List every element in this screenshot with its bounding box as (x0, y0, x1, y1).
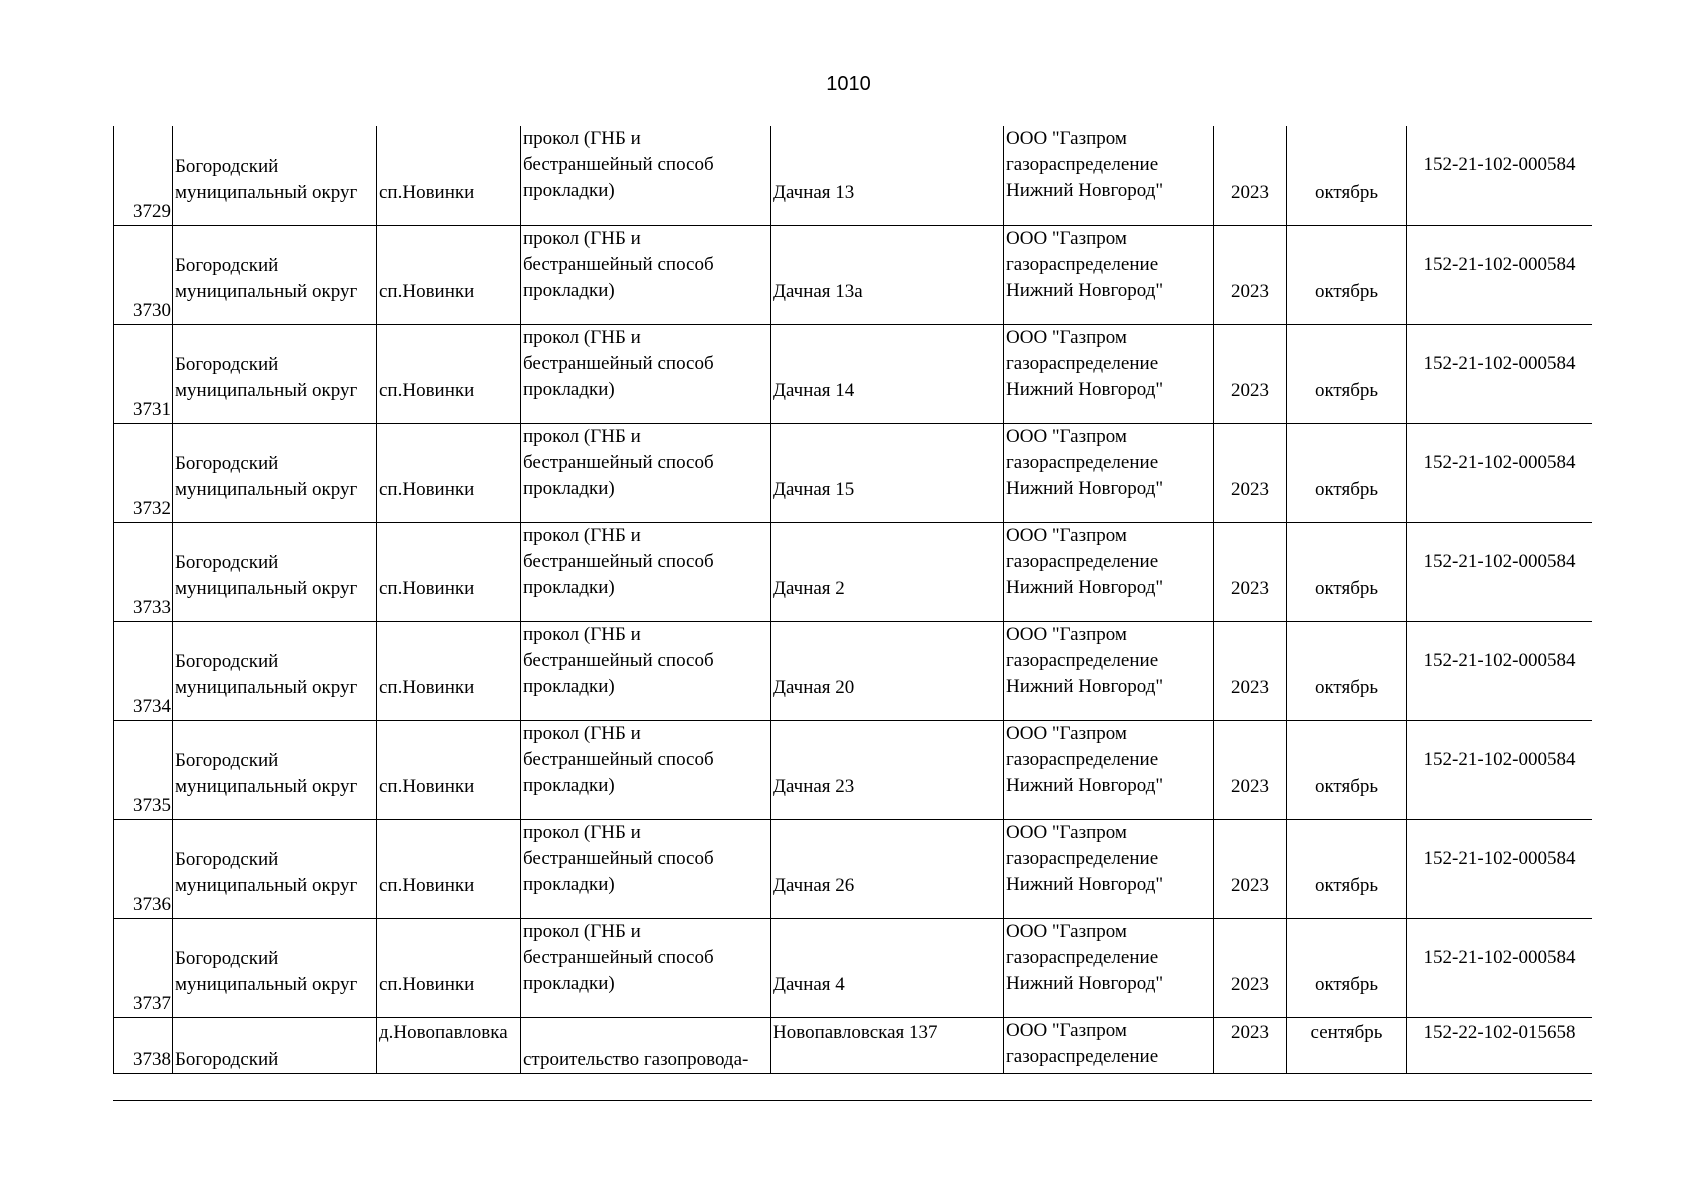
organization-line-1: ООО "Газпром (1006, 623, 1127, 645)
locality: сп.Новинки (379, 478, 475, 500)
work-type-line-1: прокол (ГНБ и (523, 227, 641, 249)
organization-line-3: Нижний Новгород" (1006, 873, 1164, 895)
row-number-cell (114, 621, 173, 720)
row-number: 3730 (133, 299, 171, 321)
row-number-cell (114, 522, 173, 621)
locality-cell (377, 522, 521, 621)
month-cell (1287, 918, 1407, 1017)
year-cell (1214, 918, 1287, 1017)
year: 2023 (1231, 676, 1269, 698)
address: Дачная 14 (773, 379, 855, 401)
code-cell (1407, 324, 1593, 423)
registry-code: 152-21-102-000584 (1423, 451, 1576, 473)
organization-line-1: ООО "Газпром (1006, 128, 1127, 149)
district-cell (173, 423, 377, 522)
code-cell (1407, 621, 1593, 720)
year: 2023 (1231, 577, 1269, 599)
year: 2023 (1231, 379, 1269, 401)
organization-line-1: ООО "Газпром (1006, 821, 1127, 843)
work-type-cell (521, 918, 771, 1017)
table-row (114, 720, 1593, 819)
row-number-cell (114, 819, 173, 918)
organization-line-1: ООО "Газпром (1006, 920, 1127, 942)
month: октябрь (1314, 676, 1379, 698)
work-type-line-2: бестраншейный способ (523, 946, 714, 968)
organization-line-2: газораспределение (1006, 253, 1159, 275)
work-type-line-3: прокладки) (523, 972, 615, 994)
work-type-line-3: прокладки) (523, 378, 615, 400)
district-cell (173, 621, 377, 720)
organization-line-3: Нижний Новгород" (1006, 675, 1164, 697)
district-line-2: муниципальный округ (175, 775, 358, 797)
locality: сп.Новинки (379, 181, 475, 203)
year-cell (1214, 1017, 1287, 1073)
registry-code: 152-21-102-000584 (1423, 550, 1576, 572)
year-cell (1214, 522, 1287, 621)
organization-line-3: Нижний Новгород" (1006, 279, 1164, 301)
organization-line-3: Нижний Новгород" (1006, 576, 1164, 598)
year: 2023 (1231, 973, 1269, 995)
district-line-1: Богородский (175, 452, 279, 474)
row-number-cell (114, 126, 173, 225)
organization-cell (1004, 423, 1214, 522)
locality: сп.Новинки (379, 379, 475, 401)
address: Дачная 13 (773, 181, 855, 203)
district-line-1: Богородский (175, 254, 279, 276)
work-type-line-3: прокладки) (523, 576, 615, 598)
month: октябрь (1314, 280, 1379, 302)
locality: сп.Новинки (379, 874, 475, 896)
locality-cell (377, 126, 521, 225)
address: Новопавловская 137 (773, 1021, 938, 1043)
district-cell (173, 225, 377, 324)
work-type-line-1: строительство газопровода- (523, 1048, 749, 1070)
work-type-line-1: прокол (ГНБ и (523, 128, 641, 149)
district-line-1: Богородский (175, 551, 279, 573)
row-number: 3734 (133, 695, 171, 717)
organization-line-1: ООО "Газпром (1006, 326, 1127, 348)
district-line-2: муниципальный округ (175, 874, 358, 896)
organization-cell (1004, 621, 1214, 720)
work-type-cell (521, 621, 771, 720)
district-line-2: муниципальный округ (175, 577, 358, 599)
district-cell (173, 522, 377, 621)
district-line-1: Богородский (175, 749, 279, 771)
row-number: 3735 (133, 794, 171, 816)
month-cell (1287, 1017, 1407, 1073)
work-type-line-1: прокол (ГНБ и (523, 326, 641, 348)
code-cell (1407, 225, 1593, 324)
organization-cell (1004, 225, 1214, 324)
address: Дачная 26 (773, 874, 855, 896)
work-type-line-2: бестраншейный способ (523, 550, 714, 572)
district-line-2: муниципальный округ (175, 181, 358, 203)
district-line-1: Богородский (175, 155, 279, 177)
work-type-line-3: прокладки) (523, 774, 615, 796)
address-cell (771, 522, 1004, 621)
month-cell (1287, 324, 1407, 423)
locality-cell (377, 918, 521, 1017)
registry-code: 152-22-102-015658 (1423, 1021, 1576, 1043)
month: октябрь (1314, 577, 1379, 599)
work-type-line-2: бестраншейный способ (523, 253, 714, 275)
page-number: 1010 (826, 73, 871, 95)
row-number: 3738 (133, 1048, 171, 1070)
code-cell (1407, 423, 1593, 522)
district-line-2: муниципальный округ (175, 379, 358, 401)
registry-code: 152-21-102-000584 (1423, 352, 1576, 374)
month-cell (1287, 522, 1407, 621)
code-cell (1407, 522, 1593, 621)
address: Дачная 2 (773, 577, 845, 599)
address-cell (771, 819, 1004, 918)
month-cell (1287, 423, 1407, 522)
organization-line-2: газораспределение (1006, 946, 1159, 968)
row-number-cell (114, 1017, 173, 1073)
month: октябрь (1314, 973, 1379, 995)
table-row-partial (114, 1017, 1593, 1073)
month-cell (1287, 225, 1407, 324)
month: октябрь (1314, 874, 1379, 896)
month-cell (1287, 819, 1407, 918)
year: 2023 (1231, 1021, 1269, 1043)
organization-cell (1004, 819, 1214, 918)
organization-cell (1004, 1017, 1214, 1073)
row-number: 3729 (133, 200, 171, 222)
row-number-cell (114, 423, 173, 522)
work-type-cell (521, 126, 771, 225)
month-cell (1287, 720, 1407, 819)
work-type-line-3: прокладки) (523, 675, 615, 697)
year: 2023 (1231, 181, 1269, 203)
work-type-cell (521, 819, 771, 918)
organization-line-2: газораспределение (1006, 748, 1159, 770)
table-row (114, 324, 1593, 423)
work-type-line-1: прокол (ГНБ и (523, 425, 641, 447)
row-number-cell (114, 324, 173, 423)
address-cell (771, 225, 1004, 324)
row-number: 3737 (133, 992, 171, 1014)
table-row (114, 522, 1593, 621)
district-cell (173, 819, 377, 918)
year-cell (1214, 324, 1287, 423)
organization-line-2: газораспределение (1006, 847, 1159, 869)
district-line-2: муниципальный округ (175, 676, 358, 698)
address-cell (771, 324, 1004, 423)
work-type-cell (521, 720, 771, 819)
organization-cell (1004, 126, 1214, 225)
address-cell (771, 423, 1004, 522)
address: Дачная 13а (773, 280, 863, 302)
work-type-line-2: бестраншейный способ (523, 352, 714, 374)
work-type-line-2: бестраншейный способ (523, 748, 714, 770)
work-type-line-1: прокол (ГНБ и (523, 623, 641, 645)
work-type-cell (521, 225, 771, 324)
organization-line-3: Нижний Новгород" (1006, 378, 1164, 400)
locality-cell (377, 720, 521, 819)
organization-line-1: ООО "Газпром (1006, 1019, 1127, 1041)
year: 2023 (1231, 775, 1269, 797)
organization-line-3: Нижний Новгород" (1006, 180, 1164, 201)
district-line-2: муниципальный округ (175, 973, 358, 995)
registry-code: 152-21-102-000584 (1423, 847, 1576, 869)
district-line-1: Богородский (175, 1048, 279, 1070)
address-cell (771, 918, 1004, 1017)
organization-line-2: газораспределение (1006, 649, 1159, 671)
work-type-line-2: бестраншейный способ (523, 847, 714, 869)
month-cell (1287, 621, 1407, 720)
organization-line-1: ООО "Газпром (1006, 425, 1127, 447)
organization-line-3: Нижний Новгород" (1006, 774, 1164, 796)
table-row (114, 819, 1593, 918)
work-type-line-1: прокол (ГНБ и (523, 821, 641, 843)
month: сентябрь (1310, 1021, 1383, 1043)
organization-line-2: газораспределение (1006, 1045, 1159, 1067)
work-type-line-1: прокол (ГНБ и (523, 920, 641, 942)
work-type-line-2: бестраншейный способ (523, 649, 714, 671)
locality: сп.Новинки (379, 676, 475, 698)
year: 2023 (1231, 874, 1269, 896)
year-cell (1214, 819, 1287, 918)
locality-cell (377, 621, 521, 720)
locality: сп.Новинки (379, 973, 475, 995)
month: октябрь (1314, 775, 1379, 797)
year-cell (1214, 720, 1287, 819)
month-cell (1287, 126, 1407, 225)
organization-cell (1004, 324, 1214, 423)
address: Дачная 15 (773, 478, 855, 500)
month: октябрь (1314, 181, 1379, 203)
district-cell (173, 1017, 377, 1073)
month: октябрь (1314, 379, 1379, 401)
organization-line-2: газораспределение (1006, 550, 1159, 572)
month: октябрь (1314, 478, 1379, 500)
address: Дачная 4 (773, 973, 845, 995)
code-cell (1407, 720, 1593, 819)
district-cell (173, 918, 377, 1017)
work-type-cell (521, 1017, 771, 1073)
year-cell (1214, 126, 1287, 225)
organization-line-3: Нижний Новгород" (1006, 477, 1164, 499)
work-type-cell (521, 522, 771, 621)
organization-line-3: Нижний Новгород" (1006, 972, 1164, 994)
address: Дачная 23 (773, 775, 855, 797)
work-type-line-3: прокладки) (523, 477, 615, 499)
district-line-1: Богородский (175, 353, 279, 375)
code-cell (1407, 126, 1593, 225)
organization-cell (1004, 720, 1214, 819)
gasification-table (113, 126, 1592, 1101)
work-type-line-2: бестраншейный способ (523, 154, 714, 175)
locality-cell (377, 324, 521, 423)
registry-code: 152-21-102-000584 (1423, 253, 1576, 275)
district-cell (173, 126, 377, 225)
organization-line-2: газораспределение (1006, 154, 1159, 175)
year-cell (1214, 225, 1287, 324)
row-number: 3733 (133, 596, 171, 618)
address-cell (771, 621, 1004, 720)
district-cell (173, 720, 377, 819)
organization-line-1: ООО "Газпром (1006, 524, 1127, 546)
district-line-1: Богородский (175, 848, 279, 870)
table-body (114, 126, 1593, 1073)
organization-cell (1004, 918, 1214, 1017)
locality: сп.Новинки (379, 577, 475, 599)
organization-line-2: газораспределение (1006, 451, 1159, 473)
district-line-2: муниципальный округ (175, 478, 358, 500)
year-cell (1214, 423, 1287, 522)
row-number-cell (114, 720, 173, 819)
registry-code: 152-21-102-000584 (1423, 946, 1576, 968)
row-number-cell (114, 918, 173, 1017)
work-type-cell (521, 324, 771, 423)
work-type-cell (521, 423, 771, 522)
work-type-line-3: прокладки) (523, 180, 615, 201)
year-cell (1214, 621, 1287, 720)
row-number: 3732 (133, 497, 171, 519)
table-row (114, 918, 1593, 1017)
district-line-1: Богородский (175, 650, 279, 672)
table-row (114, 225, 1593, 324)
organization-line-2: газораспределение (1006, 352, 1159, 374)
table-row (114, 621, 1593, 720)
work-type-line-3: прокладки) (523, 873, 615, 895)
registry-code: 152-21-102-000584 (1423, 748, 1576, 770)
address-cell (771, 720, 1004, 819)
locality-cell (377, 423, 521, 522)
row-number: 3731 (133, 398, 171, 420)
table-row (114, 126, 1593, 225)
locality: сп.Новинки (379, 775, 475, 797)
district-line-1: Богородский (175, 947, 279, 969)
locality: сп.Новинки (379, 280, 475, 302)
year: 2023 (1231, 478, 1269, 500)
work-type-line-1: прокол (ГНБ и (523, 722, 641, 744)
data-table (113, 126, 1592, 1074)
organization-cell (1004, 522, 1214, 621)
district-cell (173, 324, 377, 423)
row-number: 3736 (133, 893, 171, 915)
locality-cell (377, 225, 521, 324)
work-type-line-2: бестраншейный способ (523, 451, 714, 473)
locality-cell (377, 819, 521, 918)
code-cell (1407, 1017, 1593, 1073)
code-cell (1407, 918, 1593, 1017)
locality: д.Новопавловка (379, 1021, 508, 1043)
work-type-line-1: прокол (ГНБ и (523, 524, 641, 546)
address-cell (771, 126, 1004, 225)
district-line-2: муниципальный округ (175, 280, 358, 302)
address-cell (771, 1017, 1004, 1073)
locality-cell (377, 1017, 521, 1073)
code-cell (1407, 819, 1593, 918)
address: Дачная 20 (773, 676, 855, 698)
registry-code: 152-21-102-000584 (1423, 154, 1576, 175)
organization-line-1: ООО "Газпром (1006, 227, 1127, 249)
row-number-cell (114, 225, 173, 324)
table-row (114, 423, 1593, 522)
organization-line-1: ООО "Газпром (1006, 722, 1127, 744)
registry-code: 152-21-102-000584 (1423, 649, 1576, 671)
year: 2023 (1231, 280, 1269, 302)
work-type-line-3: прокладки) (523, 279, 615, 301)
